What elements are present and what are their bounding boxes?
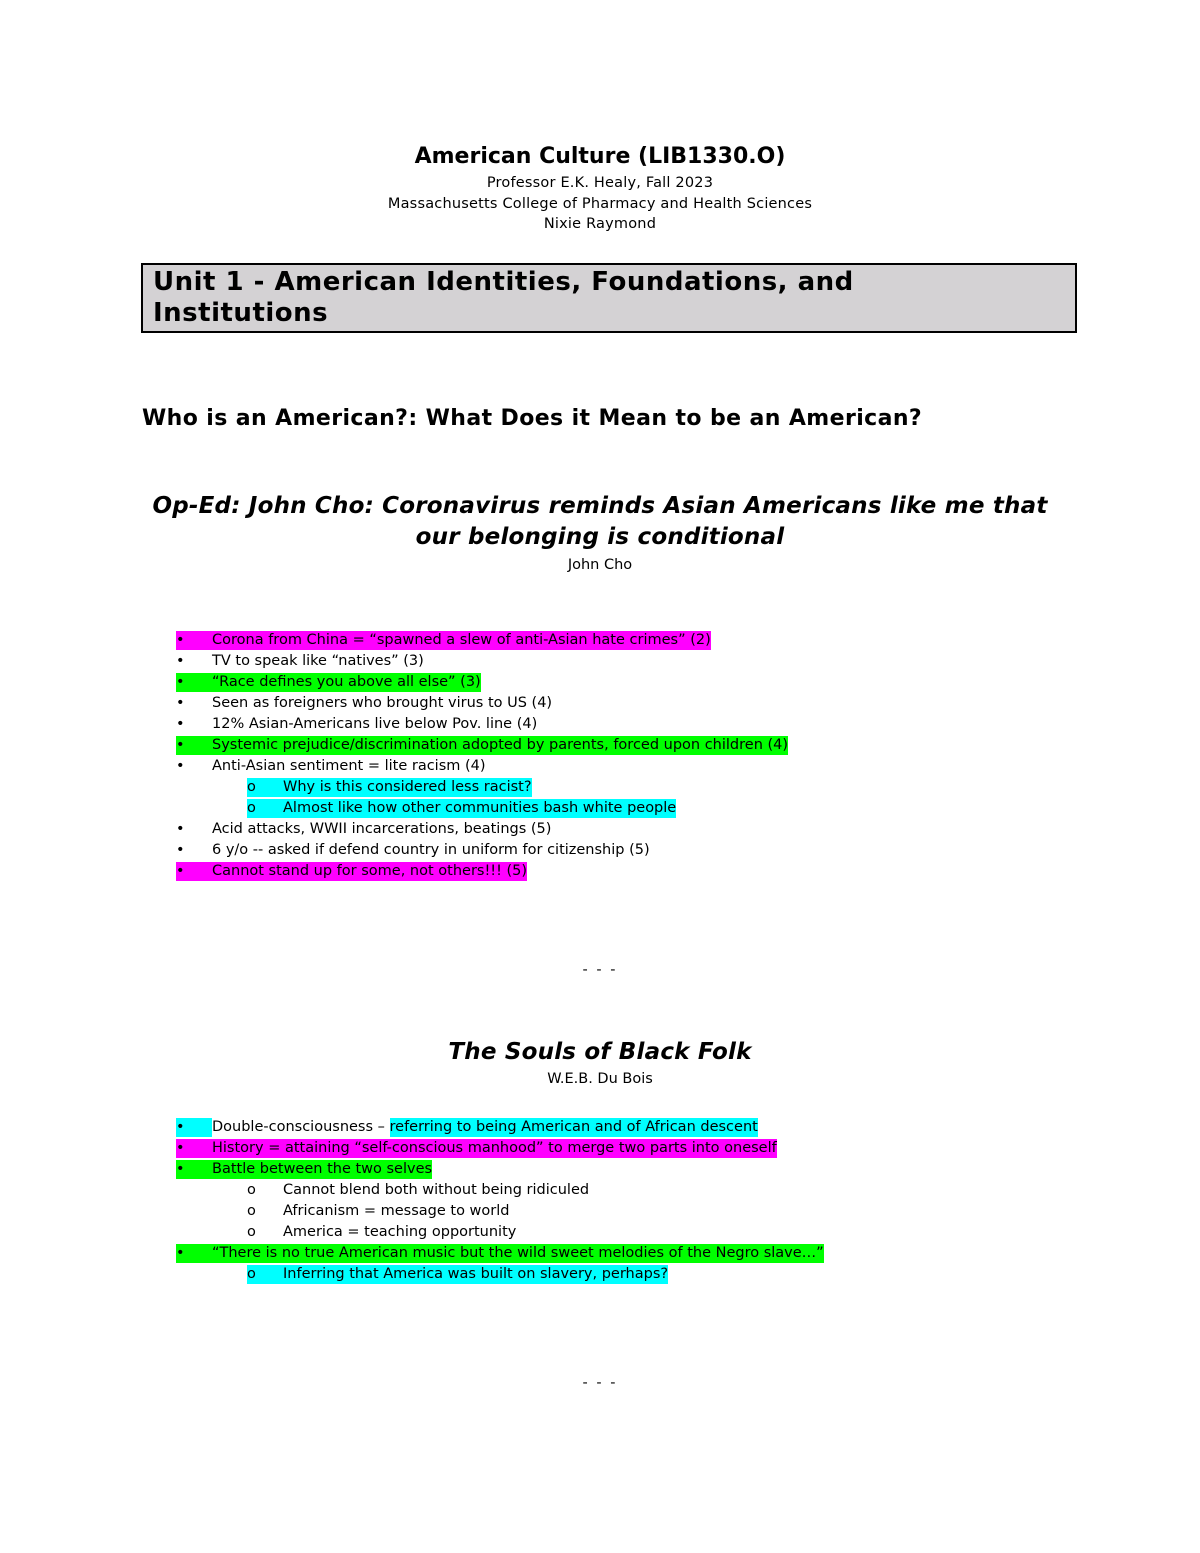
college-line: Massachusetts College of Pharmacy and Health Sciences — [387, 196, 813, 212]
note-text: Corona from China = “spawned a slew of anti-Asian hate crimes” (2) — [212, 632, 711, 648]
bullet-marker: • — [176, 863, 185, 879]
highlight-magenta — [176, 862, 527, 881]
professor-line: Professor E.K. Healy, Fall 2023 — [486, 175, 714, 191]
sub-list-item — [176, 777, 788, 798]
course-title: American Culture (LIB1330.O) — [414, 144, 786, 169]
sub-bullet-marker: o — [247, 1182, 256, 1198]
highlight-green — [176, 1244, 824, 1263]
list-item — [176, 1138, 824, 1159]
sub-list-item — [176, 1264, 824, 1285]
note-text: 12% Asian-Americans live below Pov. line (4) — [212, 716, 538, 732]
section-separator: - - - — [582, 1375, 618, 1391]
highlight-cyan — [247, 778, 532, 797]
note-text: Inferring that America was built on slavery, perhaps? — [283, 1266, 669, 1282]
section-separator: - - - — [582, 962, 618, 978]
article-notes-list — [176, 1117, 824, 1285]
bullet-marker: • — [176, 1140, 185, 1156]
article-title-line-2: our belonging is conditional — [415, 524, 785, 550]
article-title — [100, 491, 1100, 553]
highlight-cyan — [247, 799, 676, 818]
article-author: W.E.B. Du Bois — [547, 1071, 653, 1087]
bullet-marker: • — [176, 758, 185, 774]
highlight-magenta — [176, 631, 711, 650]
bullet-marker: • — [176, 821, 185, 837]
bullet-marker: • — [176, 653, 185, 669]
note-text: Anti-Asian sentiment = lite racism (4) — [212, 758, 486, 774]
article-notes-list — [176, 630, 788, 882]
bullet-marker: • — [176, 1245, 185, 1261]
bullet-marker: • — [176, 674, 185, 690]
list-item — [176, 630, 788, 651]
bullet-marker: • — [176, 695, 185, 711]
bullet-marker: • — [176, 1119, 185, 1135]
bullet-marker: • — [176, 842, 185, 858]
sub-bullet-marker: o — [247, 1266, 256, 1282]
note-text: America = teaching opportunity — [283, 1224, 517, 1240]
unit-heading-box — [141, 263, 1077, 333]
sub-bullet-marker: o — [247, 1203, 256, 1219]
article-title: The Souls of Black Folk — [448, 1039, 752, 1065]
bullet-marker: • — [176, 716, 185, 732]
list-item — [176, 819, 788, 840]
note-text: History = attaining “self-conscious manhood” to merge two parts into oneself — [212, 1140, 777, 1156]
note-text: Almost like how other communities bash white people — [283, 800, 677, 816]
list-item — [176, 714, 788, 735]
list-item — [176, 1117, 824, 1138]
list-item — [176, 1243, 824, 1264]
highlight-cyan — [247, 1265, 668, 1284]
sub-list-item — [176, 1180, 824, 1201]
list-item — [176, 1159, 824, 1180]
list-item — [176, 735, 788, 756]
note-text: “Race defines you above all else” (3) — [212, 674, 481, 690]
sub-list-item — [176, 1201, 824, 1222]
highlight-green — [176, 1160, 432, 1179]
note-text: Africanism = message to world — [283, 1203, 510, 1219]
unit-title: Unit 1 - American Identities, Foundations, and Institutions — [153, 267, 854, 328]
note-text: Battle between the two selves — [212, 1161, 433, 1177]
note-text: Double-consciousness – — [212, 1119, 390, 1135]
note-text: Seen as foreigners who brought virus to US (4) — [212, 695, 553, 711]
note-text: Acid attacks, WWII incarcerations, beatings (5) — [212, 821, 552, 837]
highlight-cyan: referring to being American and of African descent — [389, 1119, 758, 1135]
list-item — [176, 651, 788, 672]
highlight-green — [176, 736, 788, 755]
highlight-green — [176, 673, 481, 692]
note-text: Cannot stand up for some, not others!!! (5) — [212, 863, 528, 879]
note-text: Why is this considered less racist? — [283, 779, 532, 795]
article-author: John Cho — [567, 557, 633, 573]
sub-list-item — [176, 1222, 824, 1243]
sub-list-item — [176, 798, 788, 819]
bullet-marker: • — [176, 1161, 185, 1177]
list-item — [176, 861, 788, 882]
list-item — [176, 693, 788, 714]
article-title-line-1: Op-Ed: John Cho: Coronavirus reminds Asian Americans like me that — [152, 493, 1048, 519]
sub-bullet-marker: o — [247, 779, 256, 795]
highlight-magenta — [176, 1139, 777, 1158]
sub-bullet-marker: o — [247, 1224, 256, 1240]
list-item — [176, 672, 788, 693]
list-item — [176, 756, 788, 777]
note-text: 6 y/o -- asked if defend country in uniform for citizenship (5) — [212, 842, 650, 858]
highlight-cyan — [176, 1118, 212, 1137]
student-name: Nixie Raymond — [543, 216, 657, 232]
bullet-marker: • — [176, 632, 185, 648]
bullet-marker: • — [176, 737, 185, 753]
note-text: TV to speak like “natives” (3) — [212, 653, 424, 669]
sub-bullet-marker: o — [247, 800, 256, 816]
note-text: “There is no true American music but the wild sweet melodies of the Negro slave…” — [212, 1245, 824, 1261]
list-item — [176, 840, 788, 861]
section-heading: Who is an American?: What Does it Mean to be an American? — [142, 406, 923, 431]
note-text: Cannot blend both without being ridiculed — [283, 1182, 590, 1198]
note-text: Systemic prejudice/discrimination adopted by parents, forced upon children (4) — [212, 737, 789, 753]
